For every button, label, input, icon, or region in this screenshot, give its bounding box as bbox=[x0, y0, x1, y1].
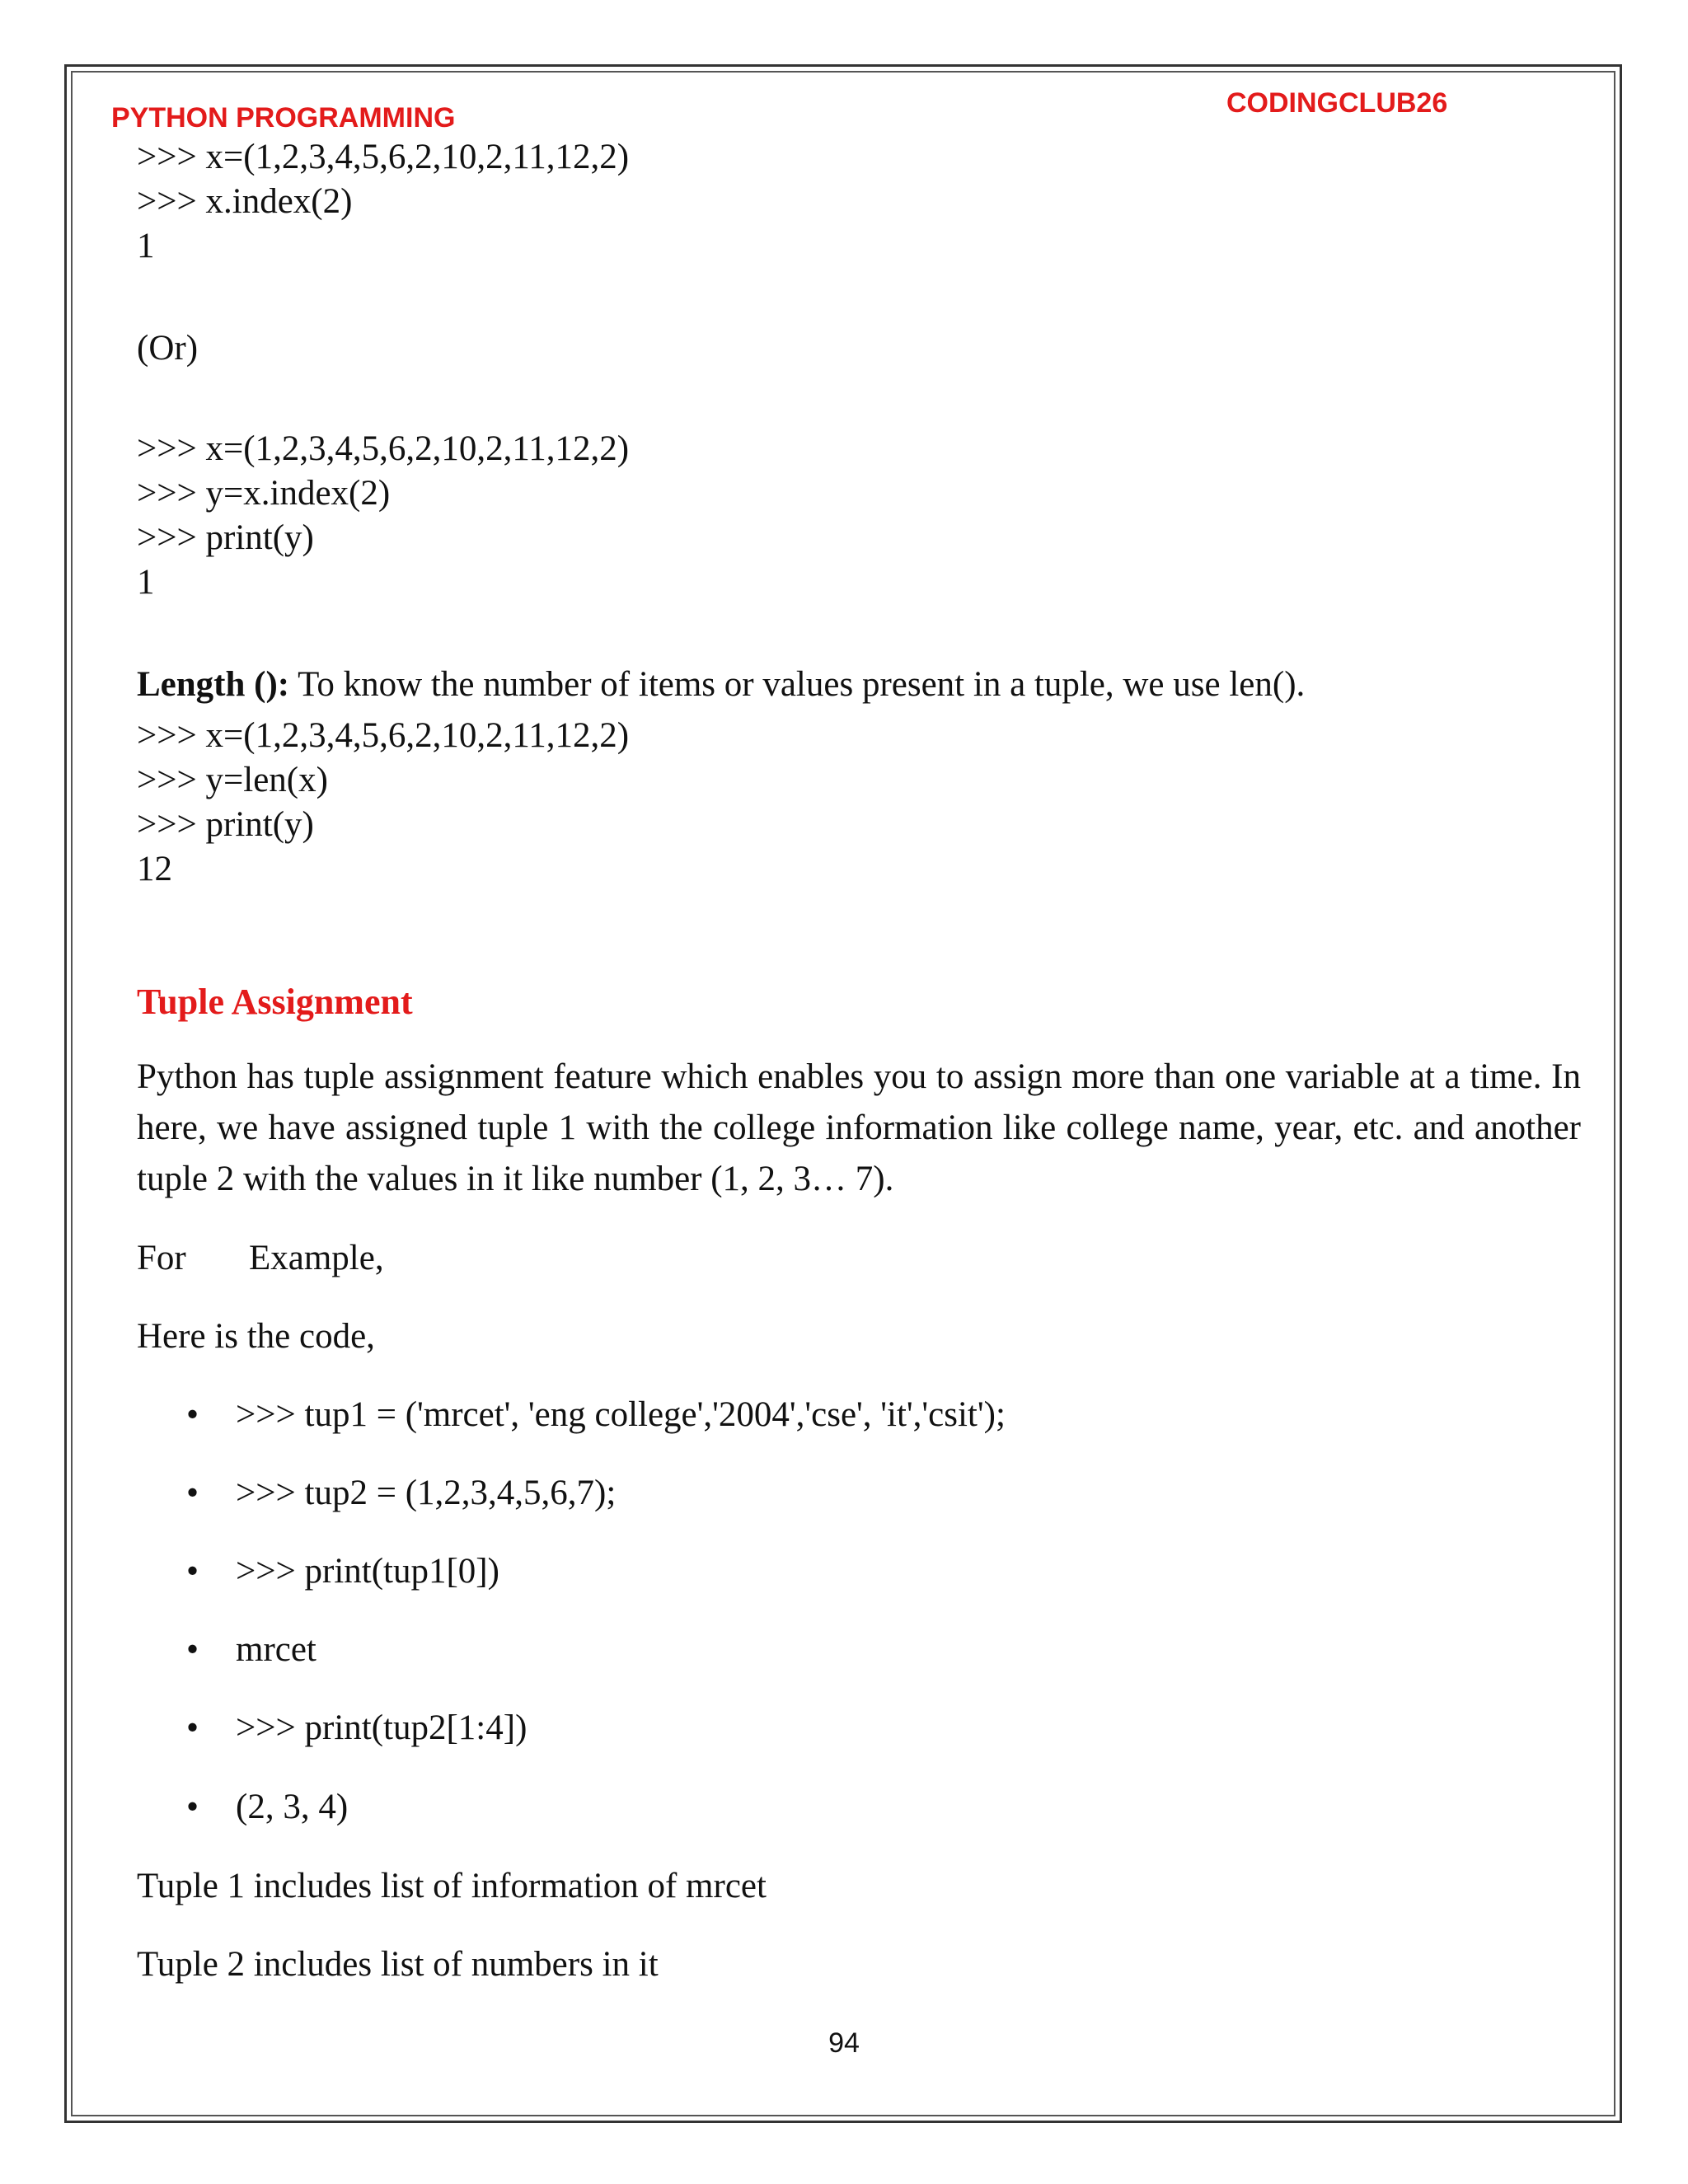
code-line: >>> x=(1,2,3,4,5,6,2,10,2,11,12,2) bbox=[137, 716, 630, 755]
code-line: >>> x=(1,2,3,4,5,6,2,10,2,11,12,2) bbox=[137, 138, 630, 176]
list-item: mrcet bbox=[236, 1630, 316, 1669]
length-description: To know the number of items or values present in a tuple, we use len(). bbox=[289, 665, 1306, 704]
code-output: 12 bbox=[137, 850, 172, 888]
code-line: >>> print(y) bbox=[137, 805, 314, 844]
bullet-icon: • bbox=[186, 1395, 199, 1434]
code-line: >>> x=(1,2,3,4,5,6,2,10,2,11,12,2) bbox=[137, 429, 630, 468]
code-output: 1 bbox=[137, 227, 155, 265]
length-term: Length (): bbox=[137, 665, 290, 704]
code-output: 1 bbox=[137, 563, 155, 602]
here-is-code: Here is the code, bbox=[137, 1317, 375, 1356]
list-item: >>> print(tup1[0]) bbox=[236, 1552, 499, 1591]
or-label: (Or) bbox=[137, 329, 199, 368]
code-line: >>> y=x.index(2) bbox=[137, 474, 391, 513]
code-line: >>> print(y) bbox=[137, 518, 314, 557]
intro-paragraph: Python has tuple assignment feature which enables you to assign more than one variable at a time. In here, we have assigned tuple 1 with the college information like college name, year, etc. and another tuple 2 with the values in it like number (1, 2, 3… 7). bbox=[137, 1057, 1581, 1198]
list-item: (2, 3, 4) bbox=[236, 1788, 349, 1826]
list-item: >>> tup2 = (1,2,3,4,5,6,7); bbox=[236, 1474, 617, 1512]
list-item: >>> tup1 = ('mrcet', 'eng college','2004','cse', 'it','csit'); bbox=[236, 1395, 1006, 1434]
example-word: Example, bbox=[249, 1239, 384, 1277]
code-line: >>> y=len(x) bbox=[137, 761, 328, 799]
length-definition bbox=[137, 664, 1305, 705]
closing-line: Tuple 2 includes list of numbers in it bbox=[137, 1945, 659, 1984]
page-number: 94 bbox=[828, 2027, 860, 2059]
bullet-icon: • bbox=[186, 1474, 199, 1512]
bullet-icon: • bbox=[186, 1708, 199, 1747]
list-item: >>> print(tup2[1:4]) bbox=[236, 1708, 528, 1747]
bullet-icon: • bbox=[186, 1552, 199, 1591]
for-word: For bbox=[137, 1239, 186, 1277]
section-heading: Tuple Assignment bbox=[137, 982, 413, 1022]
header-title: PYTHON PROGRAMMING bbox=[111, 102, 456, 134]
code-line: >>> x.index(2) bbox=[137, 182, 353, 221]
header-brand: CODINGCLUB26 bbox=[1226, 87, 1448, 119]
bullet-icon: • bbox=[186, 1788, 199, 1826]
closing-line: Tuple 1 includes list of information of mrcet bbox=[137, 1867, 767, 1905]
bullet-icon: • bbox=[186, 1630, 199, 1669]
